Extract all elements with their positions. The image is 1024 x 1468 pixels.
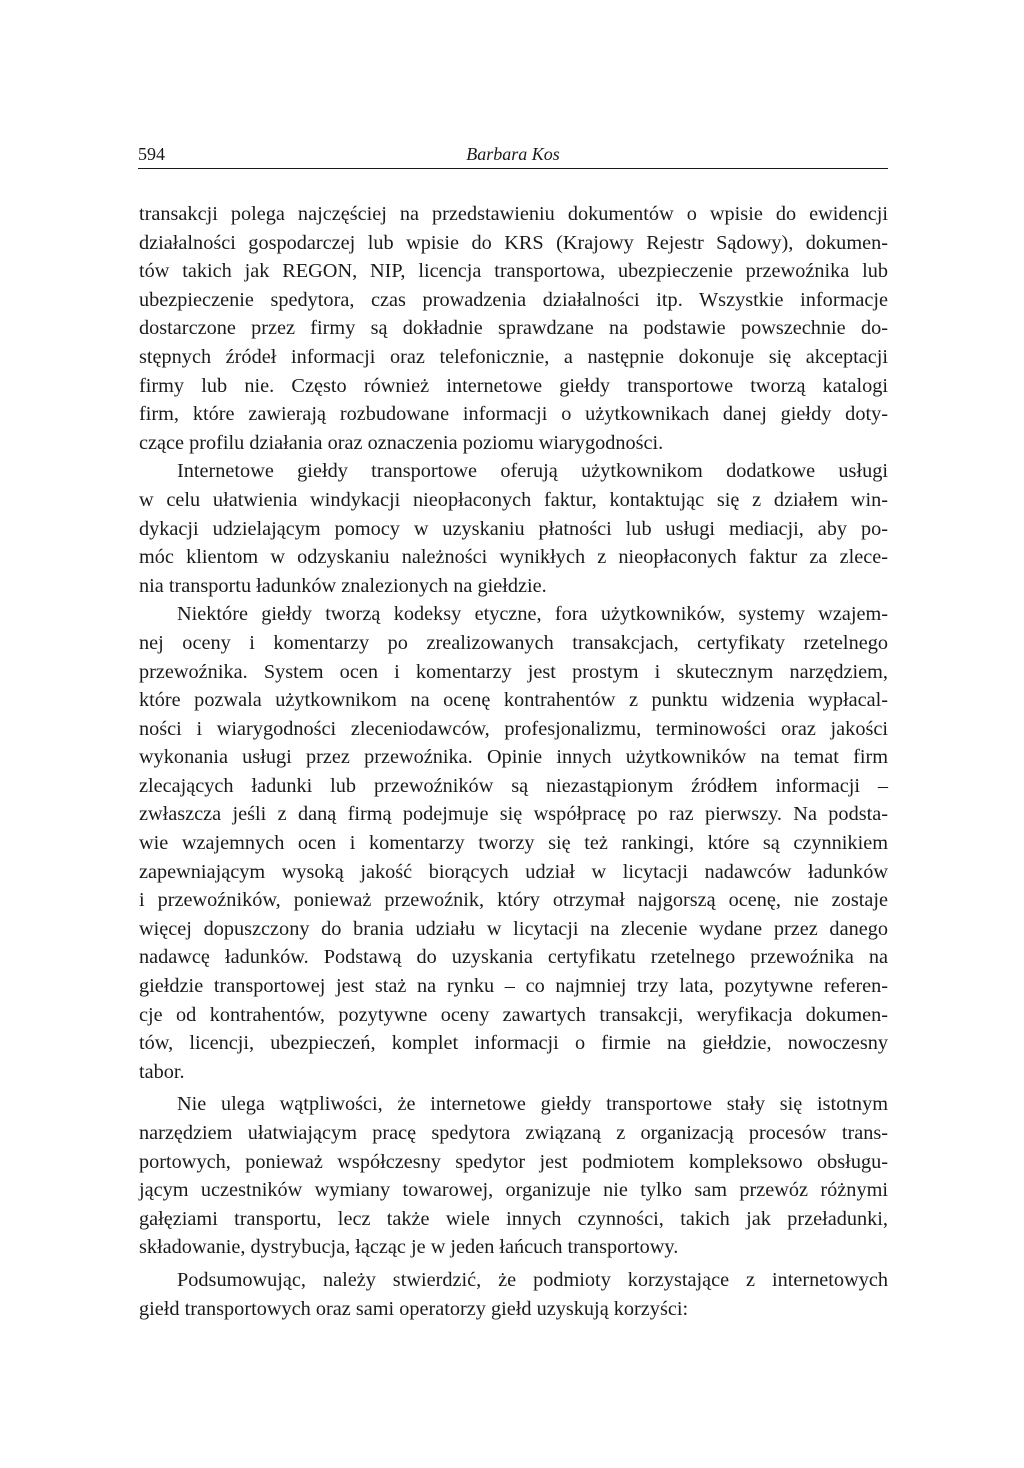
text-line: Nie ulega wątpliwości, że internetowe giełdy transportowe stały się istotnym [177,1093,888,1116]
text-line: stępnych źródeł informacji oraz telefonicznie, a następnie dokonuje się akceptacji [139,345,888,368]
text-line: gałęziami transportu, lecz także wiele innych czynności, takich jak przeładunki, [139,1207,888,1230]
text-line: tów takich jak REGON, NIP, licencja transportowa, ubezpieczenie przewoźnika lub [139,260,888,283]
text-line: tów, licencji, ubezpieczeń, komplet informacji o firmie na giełdzie, nowoczesny [139,1032,888,1055]
text-line: firmy lub nie. Często również internetowe giełdy transportowe tworzą katalogi [139,374,888,397]
text-line: dykacji udzielającym pomocy w uzyskaniu płatności lub usługi mediacji, aby po- [139,517,888,540]
text-line: i przewoźników, ponieważ przewoźnik, który otrzymał najgorszą ocenę, nie zostaje [139,889,888,912]
running-title: Barbara Kos [466,144,560,164]
page-header [138,142,888,169]
text-line: zlecających ładunki lub przewoźników są niezastąpionym źródłem informacji – [139,774,888,797]
text-line: wie wzajemnych ocen i komentarzy tworzy się też rankingi, które są czynnikiem [139,832,888,855]
text-line: więcej dopuszczony do brania udziału w licytacji na zlecenie wydane przez danego [139,917,888,940]
text-line: działalności gospodarczej lub wpisie do KRS (Krajowy Rejestr Sądowy), dokumen- [139,231,888,254]
text-line: tabor. [139,1060,185,1083]
text-line: giełdzie transportowej jest staż na rynku – co najmniej trzy lata, pozytywne referen- [139,975,888,998]
text-line: nia transportu ładunków znalezionych na giełdzie. [139,574,547,597]
text-line: cje od kontrahentów, pozytywne oceny zawartych transakcji, weryfikacja dokumen- [139,1003,888,1026]
text-line: zapewniającym wysoką jakość biorących udział w licytacji nadawców ładunków [139,860,888,883]
text-line: Internetowe giełdy transportowe oferują użytkownikom dodatkowe usługi [177,460,888,483]
text-line: Niektóre giełdy tworzą kodeksy etyczne, fora użytkowników, systemy wzajem- [177,603,888,626]
text-line: jącym uczestników wymiany towarowej, organizuje nie tylko sam przewóz różnymi [139,1179,888,1202]
text-line: które pozwala użytkownikom na ocenę kontrahentów z punktu widzenia wypłacal- [139,689,888,712]
text-line: w celu ułatwienia windykacji nieopłaconych faktur, kontaktując się z działem win- [139,488,888,511]
text-line: nadawcę ładunków. Podstawą do uzyskania certyfikatu rzetelnego przewoźnika na [139,946,888,969]
text-line: wykonania usługi przez przewoźnika. Opinie innych użytkowników na temat firm [139,746,888,769]
text-line: portowych, ponieważ współczesny spedytor jest podmiotem kompleksowo obsługu- [139,1150,888,1173]
text-line: nej oceny i komentarzy po zrealizowanych transakcjach, certyfikaty rzetelnego [139,631,888,654]
text-line: ności i wiarygodności zleceniodawców, profesjonalizmu, terminowości oraz jakości [139,717,888,740]
text-line: giełd transportowych oraz sami operatorzy giełd uzyskują korzyści: [139,1297,689,1320]
text-line: Podsumowując, należy stwierdzić, że podmioty korzystające z internetowych [177,1268,888,1291]
text-line: czące profilu działania oraz oznaczenia poziomu wiarygodności. [139,431,664,454]
page-number: 594 [138,144,165,164]
text-line: zwłaszcza jeśli z daną firmą podejmuje się współpracę po raz pierwszy. Na podsta- [139,803,888,826]
text-line: narzędziem ułatwiającym pracę spedytora związaną z organizacją procesów trans- [139,1122,888,1144]
text-line: firm, które zawierają rozbudowane informacji o użytkownikach danej giełdy doty- [139,403,888,426]
body-text [139,200,888,1323]
text-line: móc klientom w odzyskaniu należności wynikłych z nieopłaconych faktur za zlece- [139,546,888,569]
text-line: ubezpieczenie spedytora, czas prowadzenia działalności itp. Wszystkie informacje [139,288,888,311]
text-line: składowanie, dystrybucja, łącząc je w jeden łańcuch transportowy. [139,1236,679,1259]
text-line: transakcji polega najczęściej na przedstawieniu dokumentów o wpisie do ewidencji [139,203,888,225]
text-line: dostarczone przez firmy są dokładnie sprawdzane na podstawie powszechnie do- [139,317,888,340]
text-line: przewoźnika. System ocen i komentarzy jest prostym i skutecznym narzędziem, [139,660,888,683]
